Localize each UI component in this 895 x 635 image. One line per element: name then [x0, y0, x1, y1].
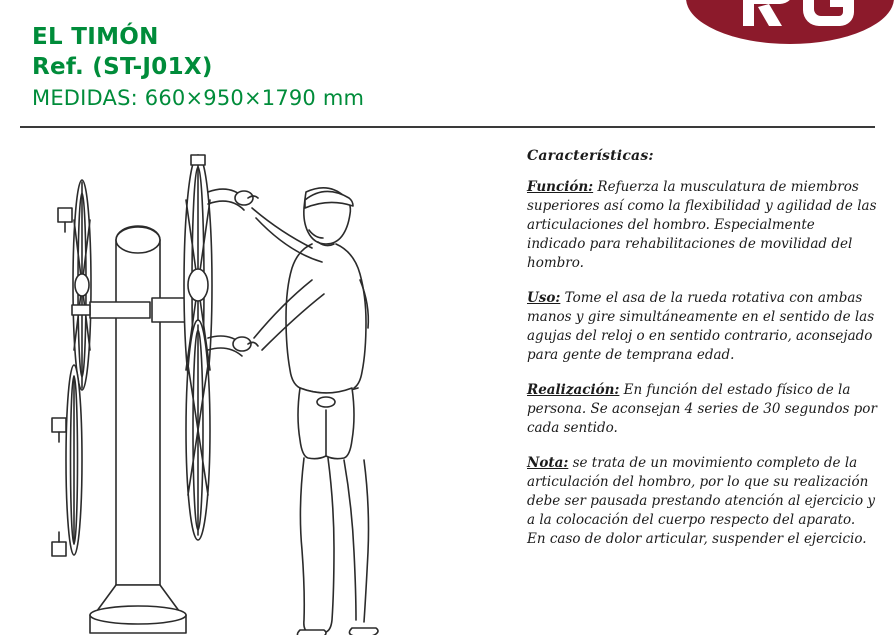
- characteristic-text-realizacion: En función del estado físico de la persona. Se aconsejan 4 series de 30 segundos por cada sentido.: [527, 382, 877, 436]
- document-header: [0, 0, 895, 125]
- document-body: [0, 130, 895, 635]
- characteristic-label-nota: Nota:: [527, 455, 569, 471]
- characteristic-text-funcion: Refuerza la musculatura de miembros superiores así como la flexibilidad y agilidad de las articulaciones del hombro. Especialmente indicado para rehabilitaciones de movilidad del hombro.: [527, 179, 877, 271]
- characteristic-label-realizacion: Realización:: [527, 382, 620, 398]
- characteristic-uso: [527, 289, 877, 365]
- characteristic-label-funcion: Función:: [527, 179, 594, 195]
- equipment-illustration: [12, 130, 512, 635]
- characteristic-funcion: [527, 178, 877, 273]
- characteristic-text-nota: se trata de un movimiento completo de la articulación del hombro, por lo que su realización debe ser pausada prestando atención al ejercicio y a la colocación del cuerpo respecto del aparato. En caso de dolor articular, suspender el ejercicio.: [527, 455, 876, 547]
- characteristics-heading: Características:: [527, 148, 654, 164]
- product-name: EL TIMÓN: [32, 24, 159, 50]
- header-divider: [20, 126, 875, 128]
- company-logo: [665, 0, 895, 68]
- characteristic-text-uso: Tome el asa de la rueda rotativa con ambas manos y gire simultáneamente en el sentido de las agujas del reloj o en sentido contrario, aconsejado para gente de temprana edad.: [527, 290, 875, 363]
- characteristic-realizacion: [527, 381, 877, 438]
- characteristic-nota: [527, 454, 877, 549]
- title-block: [32, 22, 364, 113]
- product-dimensions: MEDIDAS: 660×950×1790 mm: [32, 86, 365, 110]
- characteristics-panel: [527, 148, 877, 565]
- characteristic-label-uso: Uso:: [527, 290, 561, 306]
- product-reference: Ref. (ST-J01X): [32, 54, 213, 80]
